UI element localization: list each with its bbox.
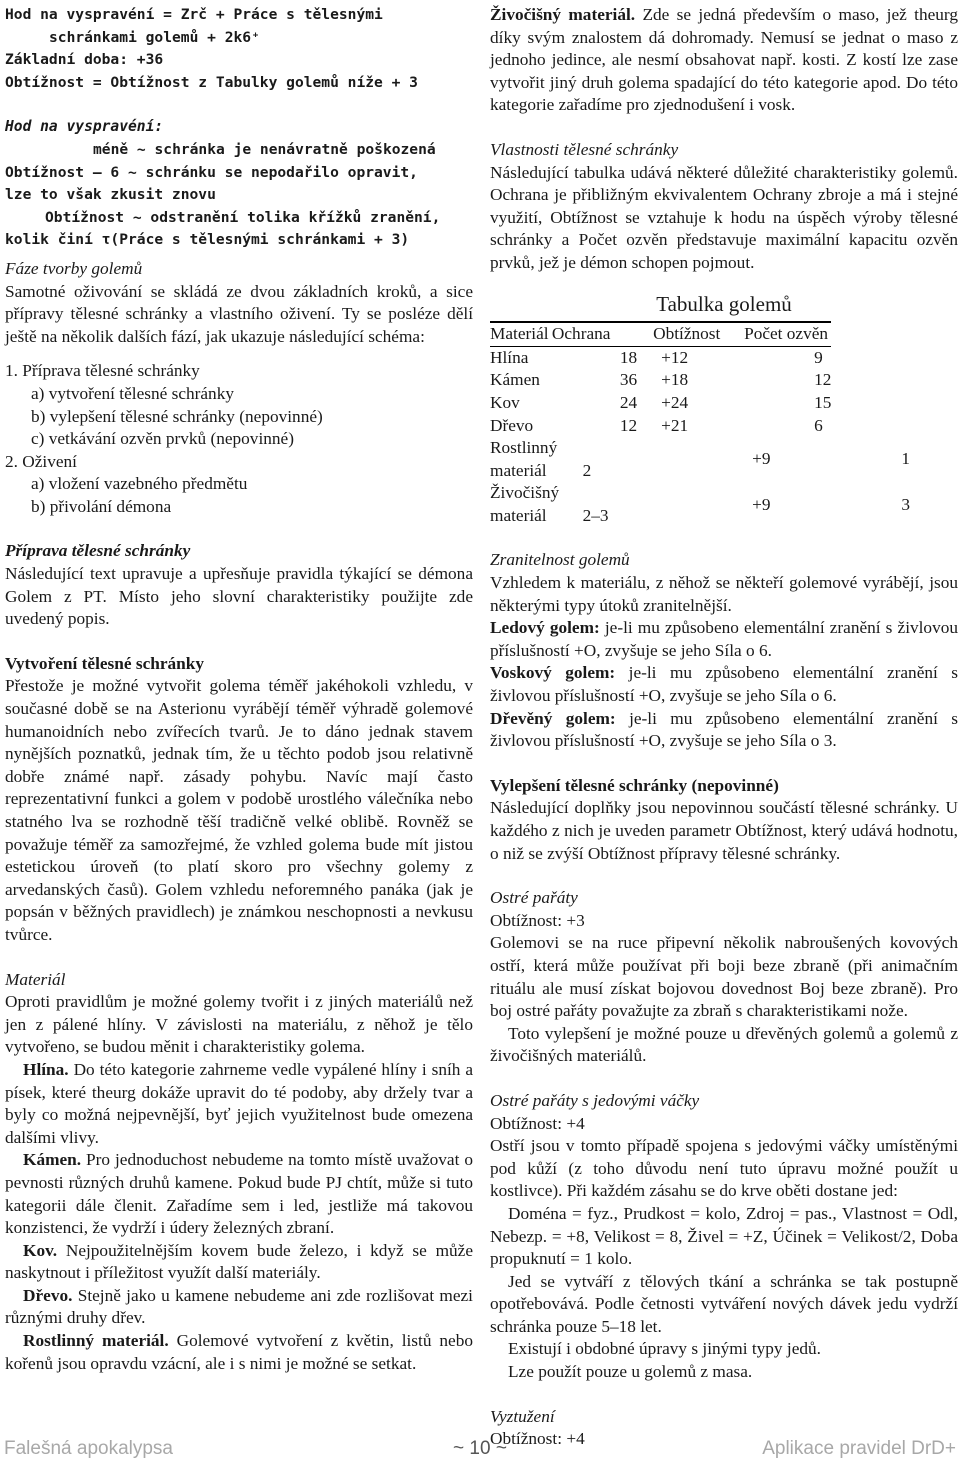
faze-text: Samotné oživování se skládá ze dvou základních kroků, a sice přípravy tělesné schránky a vlastního oživení. Ty se posléze dělí ještě na několik dalších fází, jak ukazuje následující schéma:: [5, 281, 473, 346]
jed-obtiznost: Obtížnost: +4: [490, 1113, 585, 1133]
table-cell: 6: [814, 415, 823, 435]
zranitelnost-heading: Zranitelnost golemů: [490, 550, 630, 570]
golem-table: [490, 321, 910, 527]
priprava-text: Následující text upravuje a upřesňuje pravidla týkající se démona Golem z PT. Místo jeho slovní charakteristiky použijte zde uvedený popis.: [5, 564, 473, 629]
vylepseni-heading: Vylepšení tělesné schránky (nepovinné): [490, 775, 779, 795]
schema-item: b) vylepšení tělesné schránky (nepovinné): [31, 406, 323, 426]
table-cell: Hlína: [490, 347, 529, 367]
table-cell: +12: [661, 347, 689, 367]
formula-block: [5, 4, 473, 94]
hod-line: kolik činí τ(Práce s tělesnými schránkami + 3): [5, 231, 410, 249]
table-row: [490, 346, 910, 369]
formula-line: Základní doba: +36: [5, 51, 164, 69]
ostre-text: Toto vylepšení je možné pouze u dřevěných golemů a golemů z živočišných materiálů.: [490, 1023, 958, 1066]
vytvoreni-heading: Vytvoření tělesné schránky: [5, 653, 205, 673]
jed-text: Doména = fyz., Prudkost = kolo, Zdroj = pas., Vlastnost = Odl, Nebezp. = +8, Velikost = 8, Živel = +Z, Účinek = Velikost/2, Doba propuknutí = 1 kolo.: [490, 1203, 958, 1269]
material-item: Dřevo. Stejně jako u kamene nebudeme ani zde rozlišovat mezi různými druhy dřev.: [5, 1285, 473, 1328]
material-item: Kov. Nejpoužitelnějším kovem bude železo, i když se může naskytnout i příležitost využít další materiály.: [5, 1240, 473, 1283]
page-footer: [0, 1438, 960, 1463]
table-cell: Živočišný materiál 2–3: [490, 483, 609, 525]
jed-text: Jed se vytváří z tělových tkání a schránka se tak postupně opotřebovává. Podle četnosti vytváření nových dávek jedu vydrží schránka pouze 5–18 let.: [490, 1271, 958, 1336]
table-cell: 3: [901, 494, 910, 514]
golem-weakness: Ledový golem: je-li mu způsobeno elementální zranění s živlovou příslušností +O, zvyšuje se jeho Síla o 6.: [490, 618, 958, 660]
ostre-obtiznost: Obtížnost: +3: [490, 910, 585, 930]
table-cell: Dřevo: [490, 415, 534, 435]
table-cell: +9: [752, 449, 771, 469]
schema-item: a) vložení vazebného předmětu: [31, 474, 248, 494]
table-cell: +18: [661, 370, 689, 390]
table-cell: +9: [752, 494, 771, 514]
schema-item: a) vytvoření tělesné schránky: [31, 383, 234, 403]
hod-line: méně ~ schránka je nenávratně poškozená: [93, 140, 436, 158]
priprava-heading: Příprava tělesné schránky: [5, 541, 191, 561]
formula-line: schránkami golemů + 2k6⁺: [49, 28, 260, 46]
footer-left: Falešná apokalypsa: [4, 1438, 173, 1459]
zivocisny-paragraph: Živočišný materiál. Zde se jedná především o maso, jež theurg díky svým znalostem dá dohromady. Nemusí se jednat o maso z jednoho jedince, ale nesmí obsahovat např. kosti. Z kostí lze zase vytvořit jiný druh golema spadající do této kategorie apod. Do této kategorie zařadíme pro zjednodušení i vosk.: [490, 5, 958, 115]
vyztuzeni-heading: Vyztužení: [490, 1406, 555, 1426]
table-row: [490, 415, 910, 438]
page-number: ~ 10 ~: [453, 1438, 507, 1459]
table-cell: [653, 437, 744, 482]
jed-text: Existují i obdobné úpravy s jinými typy jedů.: [508, 1339, 821, 1359]
table-cell: +24: [661, 392, 689, 412]
ostre-text: Golemovi se na ruce připevní několik nabroušených kovových ostří, která může používat při boji beze zbraně (při animačním rituálu ale musí získat bojovou dovednost Boj beze zbraně). Pro boj ostré pařáty považujte za zbraň s charakteristikami nože.: [490, 933, 958, 1021]
table-row: [490, 482, 910, 527]
ostre-heading: Ostré pařáty: [490, 888, 578, 908]
table-cell: 18: [619, 347, 638, 367]
schema-item: 2. Oživení: [5, 451, 77, 471]
vytvoreni-text: Přestože je možné vytvořit golema téměř jakéhokoli vzhledu, v současné době se na Asterionu vyrábějí téměř výhradě golemové humanoidních nebo zvířecích tvarů. Je to dáno jednak stavem nynějších poznatků, jednak tím, že u těchto podob jsou relativně dobře známé např. zásady pohybu. Navíc mají často reprezentativní funkci a golem v podobě urostlého válečníka nebo statného lva se rozhodně těší tradičně velké oblibě. Rovněž se považuje téměř za samozřejmé, že vzhled golema bude mít jistou estetickou úroveň (to platí skoro pro všechny golemy z arvedanských časů). Golem vzhledu neforemného panáka (jak je popsán v běžných pravidlech) je známkou neschopnosti a nevkusu tvůrce.: [5, 676, 473, 944]
hod-block: [5, 116, 473, 252]
table-cell: +21: [661, 415, 689, 435]
vylepseni-text: Následující doplňky jsou nepovinnou součástí tělesné schránky. U každého z nich je uveden parametr Obtížnost, který udává hodnotu, o niž se zvýší Obtížnost přípravy tělesné schránky.: [490, 798, 958, 863]
table-row: [490, 392, 910, 415]
material-item: Hlína. Do této kategorie zahrneme vedle vypálené hlíny i sníh a písek, které theurg dokáže upravit do té podoby, aby držely tvar a byly co možná nejpevnější, byť jejich využitelnost bude omezena dalšími vlivy.: [5, 1059, 473, 1147]
vlastnosti-text: Následující tabulka udává některé důležité charakteristiky golemů. Ochrana je přibližným ekvivalentem Ochrany zbroje a má i stejné využití, Obtížnost se vztahuje k hodu na úspěch výroby tělesné schránky a Počet ozvěn představuje maximální kapacitu ozvěn prvků, jež je démon schopen pojmout.: [490, 162, 958, 272]
schema-item: b) přivolání démona: [31, 496, 172, 516]
hod-heading: Hod na vyspravéní:: [5, 118, 164, 136]
table-header-row: [490, 322, 910, 346]
table-header: Ochrana: [552, 322, 653, 346]
left-column: [5, 4, 473, 1375]
table-title: Tabulka golemů: [656, 291, 792, 316]
table-cell: [653, 482, 744, 527]
faze-heading: Fáze tvorby golemů: [5, 258, 143, 278]
table-header: Materiál: [490, 322, 552, 346]
table-cell: Rostlinný materiál 2: [490, 438, 592, 480]
golem-weakness: Dřevěný golem: je-li mu způsobeno elementální zranění s živlovou příslušností +O, zvyšuje se jeho Síla o 3.: [490, 708, 958, 751]
vyztuzeni-obtiznost: Obtížnost: +4: [490, 1429, 585, 1449]
table-cell: 1: [901, 449, 910, 469]
table-cell: 12: [619, 415, 638, 435]
hod-line: lze to však zkusit znovu: [5, 186, 216, 204]
jed-text: Lze použít pouze u golemů z masa.: [508, 1362, 753, 1382]
formula-line: Hod na vyspravéní = Zrč + Práce s tělesnými: [5, 6, 383, 23]
material-item: Rostlinný materiál. Golemové vytvoření z květin, listů nebo kořenů jsou opravdu vzácní, ale i s nimi je možné se setkat.: [5, 1331, 473, 1373]
table-cell: Kov: [490, 392, 520, 412]
jed-text: Ostří jsou v tomto případě spojena s jedovými váčky umístěnými pod kůží (z toho důvodu není tuto úpravu možné použít u kostlivce). Při každém zásahu se do krve oběti dostane jed:: [490, 1136, 958, 1201]
jed-heading: Ostré pařáty s jedovými váčky: [490, 1090, 700, 1110]
table-cell: 12: [814, 370, 832, 390]
golem-weakness: Voskový golem: je-li mu způsobeno elementální zranění s živlovou příslušností +O, zvyšuje se jeho Síla o 6.: [490, 663, 959, 706]
schema-item: 1. Příprava tělesné schránky: [5, 361, 200, 381]
formula-line: Obtížnost = Obtížnost z Tabulky golemů níže + 3: [5, 73, 418, 91]
material-heading: Materiál: [5, 969, 66, 989]
table-row: [490, 369, 910, 392]
table-header: Obtížnost: [653, 322, 744, 346]
hod-line: Obtížnost ~ odstranění tolika křížků zranění,: [45, 208, 441, 226]
schema-item: c) vetkávání ozvěn prvků (nepovinné): [31, 429, 294, 449]
footer-right: Aplikace pravidel DrD+: [762, 1438, 956, 1459]
table-cell: 24: [619, 392, 638, 412]
material-item: Kámen. Pro jednoduchost nebudeme na tomto místě uvažovat o pevnosti různých druhů kamene. Pokud bude PJ chtít, může si tuto kategorii dále členit. Zařadíme sem i led, jestliže má takovou konzistenci, že vydrží i údery železných zbraní.: [5, 1150, 473, 1238]
table-cell: Kámen: [490, 370, 540, 390]
material-text: Oproti pravidlům je možné golemy tvořit i z jiných materiálů než jen z pálené hlíny. V závislosti na materiálu, z něhož je tělo vytvořeno, se budou měnit i charakteristiky golema.: [5, 992, 473, 1057]
table-cell: 15: [814, 392, 832, 412]
zranitelnost-text: Vzhledem k materiálu, z něhož se někteří golemové vyrábějí, jsou některými typy útoků zranitelnější.: [490, 573, 958, 615]
hod-line: Obtížnost – 6 ~ schránku se nepodařilo opravit,: [5, 163, 418, 181]
table-cell: 36: [619, 370, 638, 390]
table-row: [490, 437, 910, 482]
table-cell: 9: [814, 347, 823, 367]
vlastnosti-heading: Vlastnosti tělesné schránky: [490, 139, 679, 159]
right-column: [490, 4, 958, 1451]
table-header: Počet ozvěn: [744, 322, 831, 346]
